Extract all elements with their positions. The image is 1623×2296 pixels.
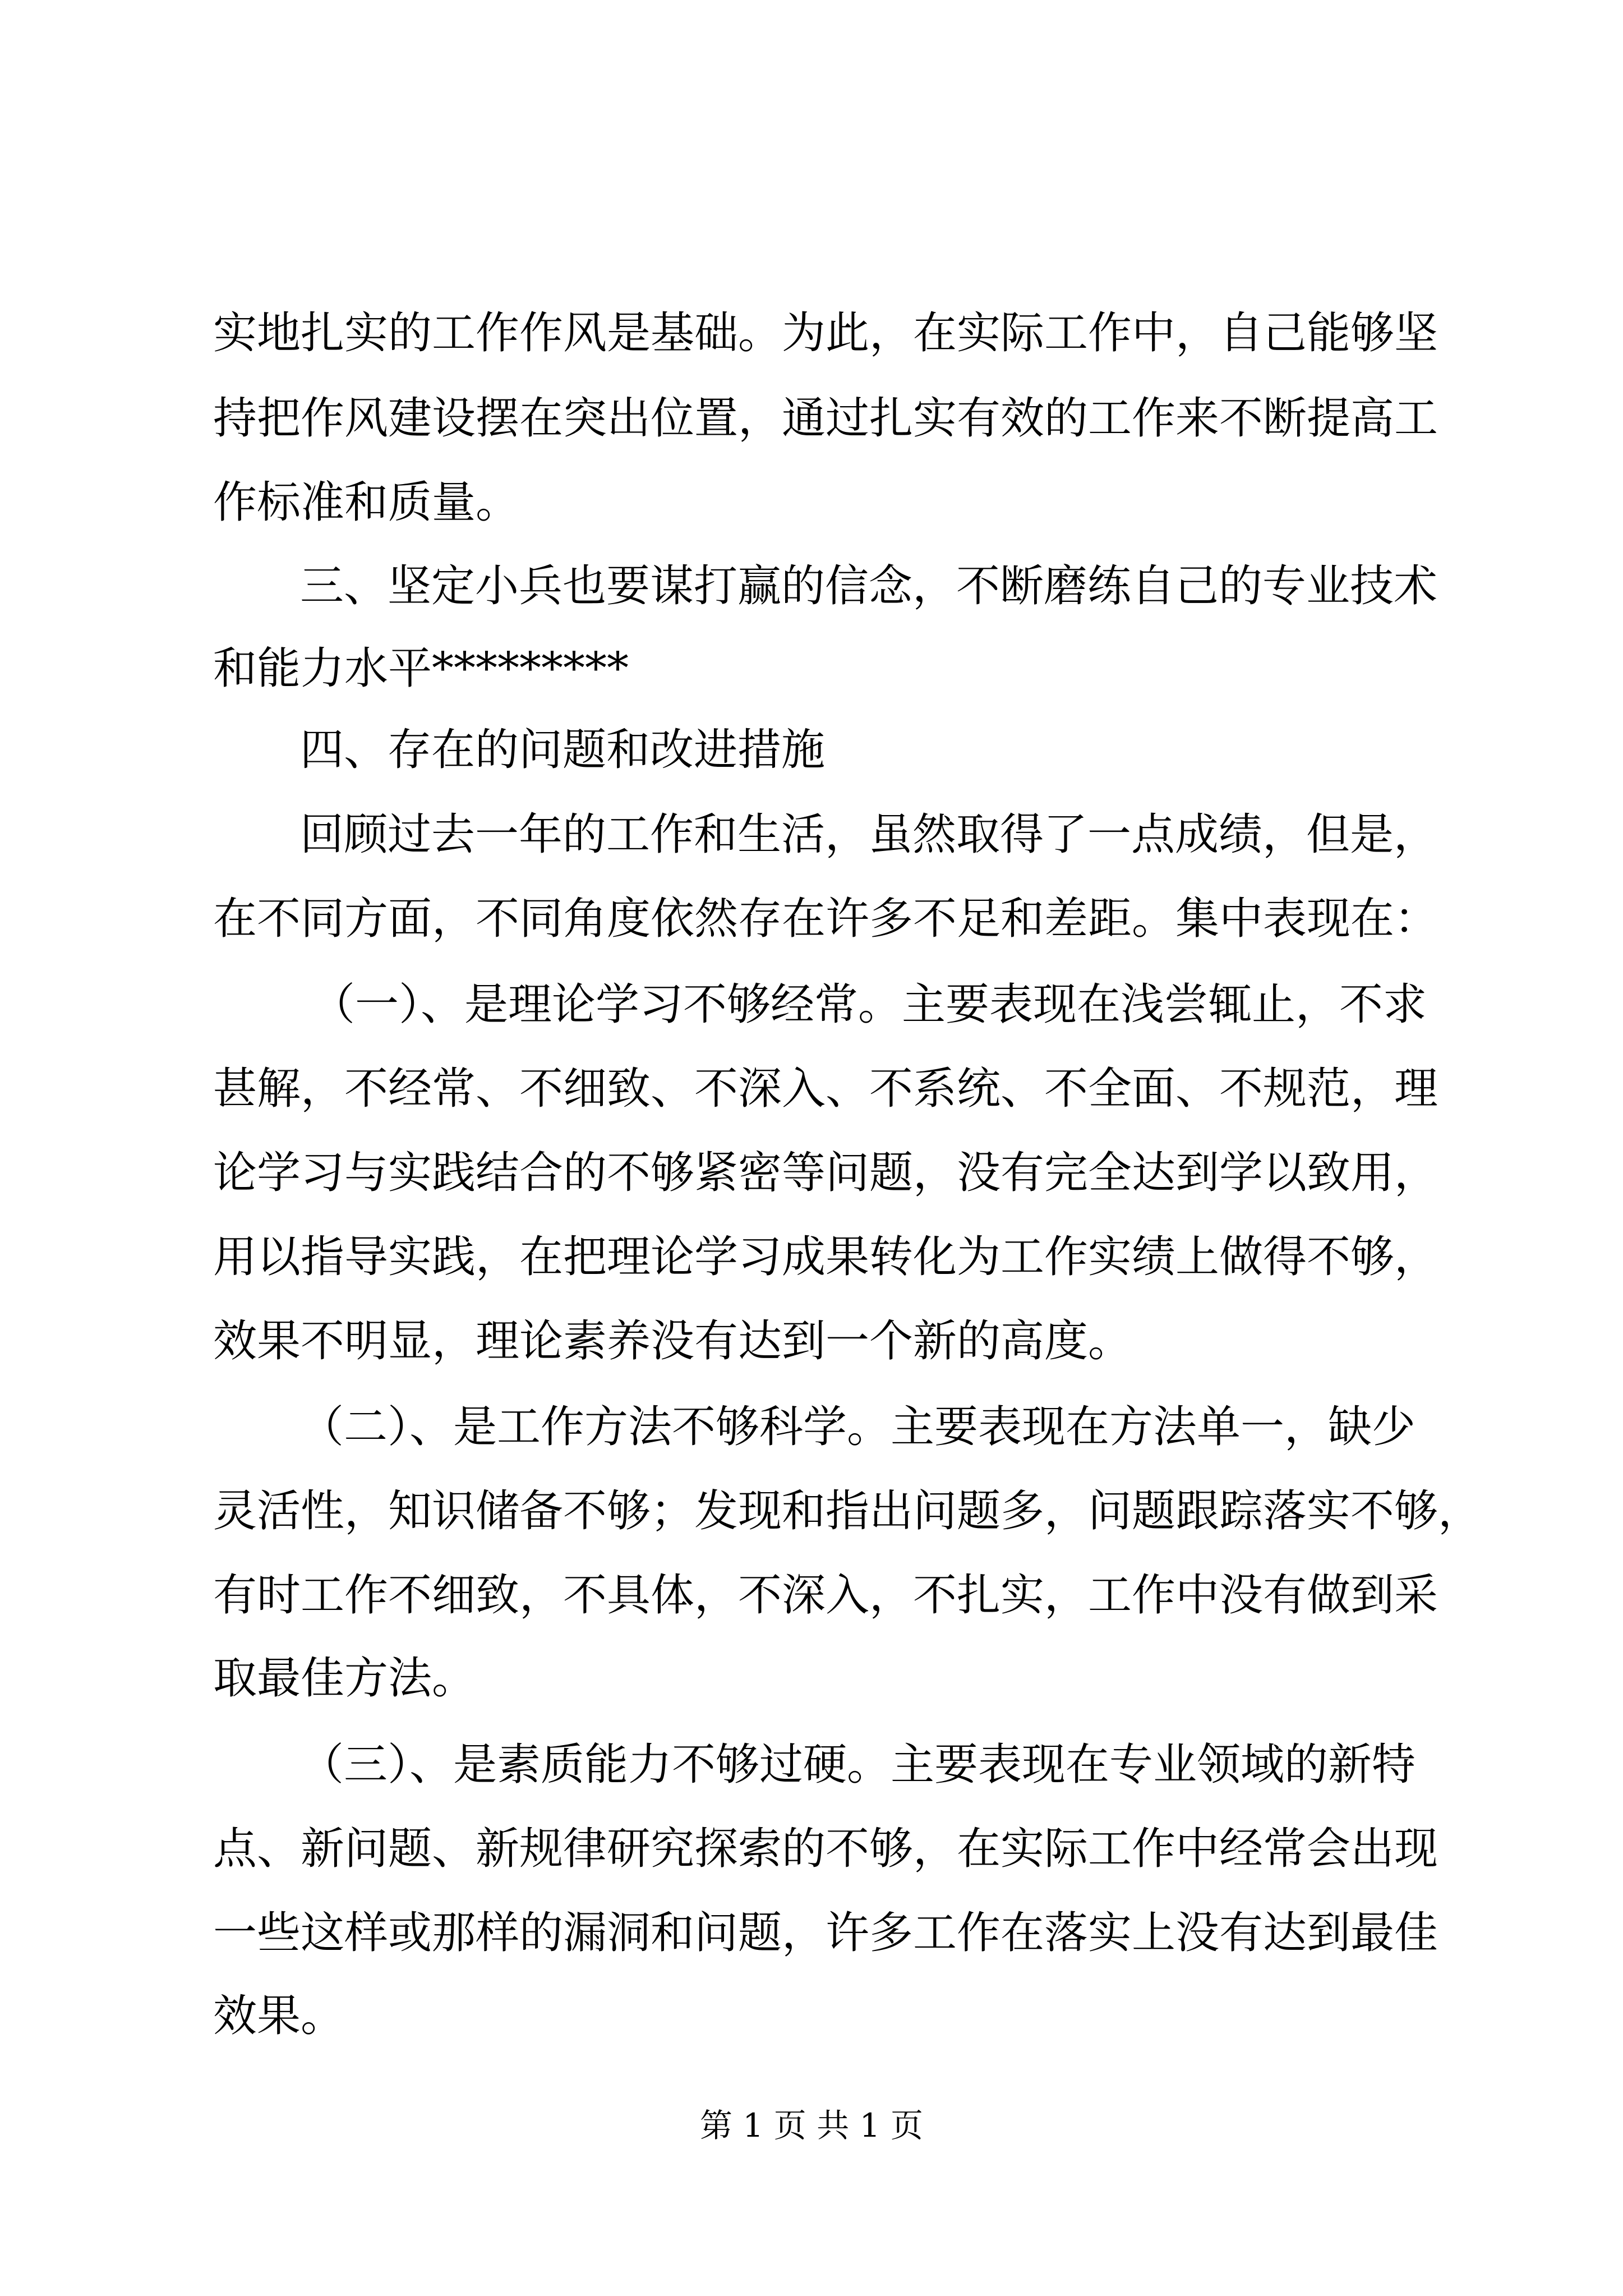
paragraph-line: 实地扎实的工作作风是基础。为此，在实际工作中，自己能够坚 — [213, 308, 1438, 358]
paragraph-line: 持把作风建设摆在突出位置，通过扎实有效的工作来不断提高工 — [213, 393, 1438, 444]
paragraph-line: 回顾过去一年的工作和生活，虽然取得了一点成绩，但是， — [300, 809, 1438, 860]
paragraph-line: 效果不明显，理论素养没有达到一个新的高度。 — [213, 1316, 1132, 1366]
paragraph-line: 有时工作不细致，不具体，不深入，不扎实，工作中没有做到采 — [213, 1570, 1438, 1621]
paragraph-line: 在不同方面，不同角度依然存在许多不足和差距。集中表现在： — [213, 894, 1438, 944]
paragraph-line: 一些这样或那样的漏洞和问题，许多工作在落实上没有达到最佳 — [213, 1908, 1438, 1958]
section-heading-line: 三、坚定小兵也要谋打赢的信念，不断磨练自己的专业技术 — [300, 561, 1438, 611]
paragraph-line: 甚解，不经常、不细致、不深入、不系统、不全面、不规范，理 — [213, 1064, 1438, 1114]
paragraph-line: 灵活性，知识储备不够；发现和指出问题多，问题跟踪落实不够， — [213, 1486, 1482, 1536]
section-heading-line: 和能力水平********* — [213, 643, 629, 694]
paragraph-line: 取最佳方法。 — [213, 1653, 476, 1704]
page-footer: 第 1 页 共 1 页 — [700, 2106, 923, 2145]
paragraph-line: 作标准和质量。 — [213, 477, 520, 528]
paragraph-line: （二）、是工作方法不够科学。主要表现在方法单一，缺少 — [300, 1402, 1416, 1452]
paragraph-line: 用以指导实践，在把理论学习成果转化为工作实绩上做得不够， — [213, 1232, 1438, 1282]
paragraph-line: （三）、是素质能力不够过硬。主要表现在专业领域的新特 — [300, 1740, 1416, 1790]
section-heading: 四、存在的问题和改进措施 — [300, 725, 826, 775]
paragraph-line: 效果。 — [213, 1991, 345, 2041]
paragraph-line: （一）、是理论学习不够经常。主要表现在浅尝辄止，不求 — [311, 979, 1427, 1030]
paragraph-line: 点、新问题、新规律研究探索的不够，在实际工作中经常会出现 — [213, 1824, 1438, 1874]
paragraph-line: 论学习与实践结合的不够紧密等问题，没有完全达到学以致用， — [213, 1148, 1438, 1198]
